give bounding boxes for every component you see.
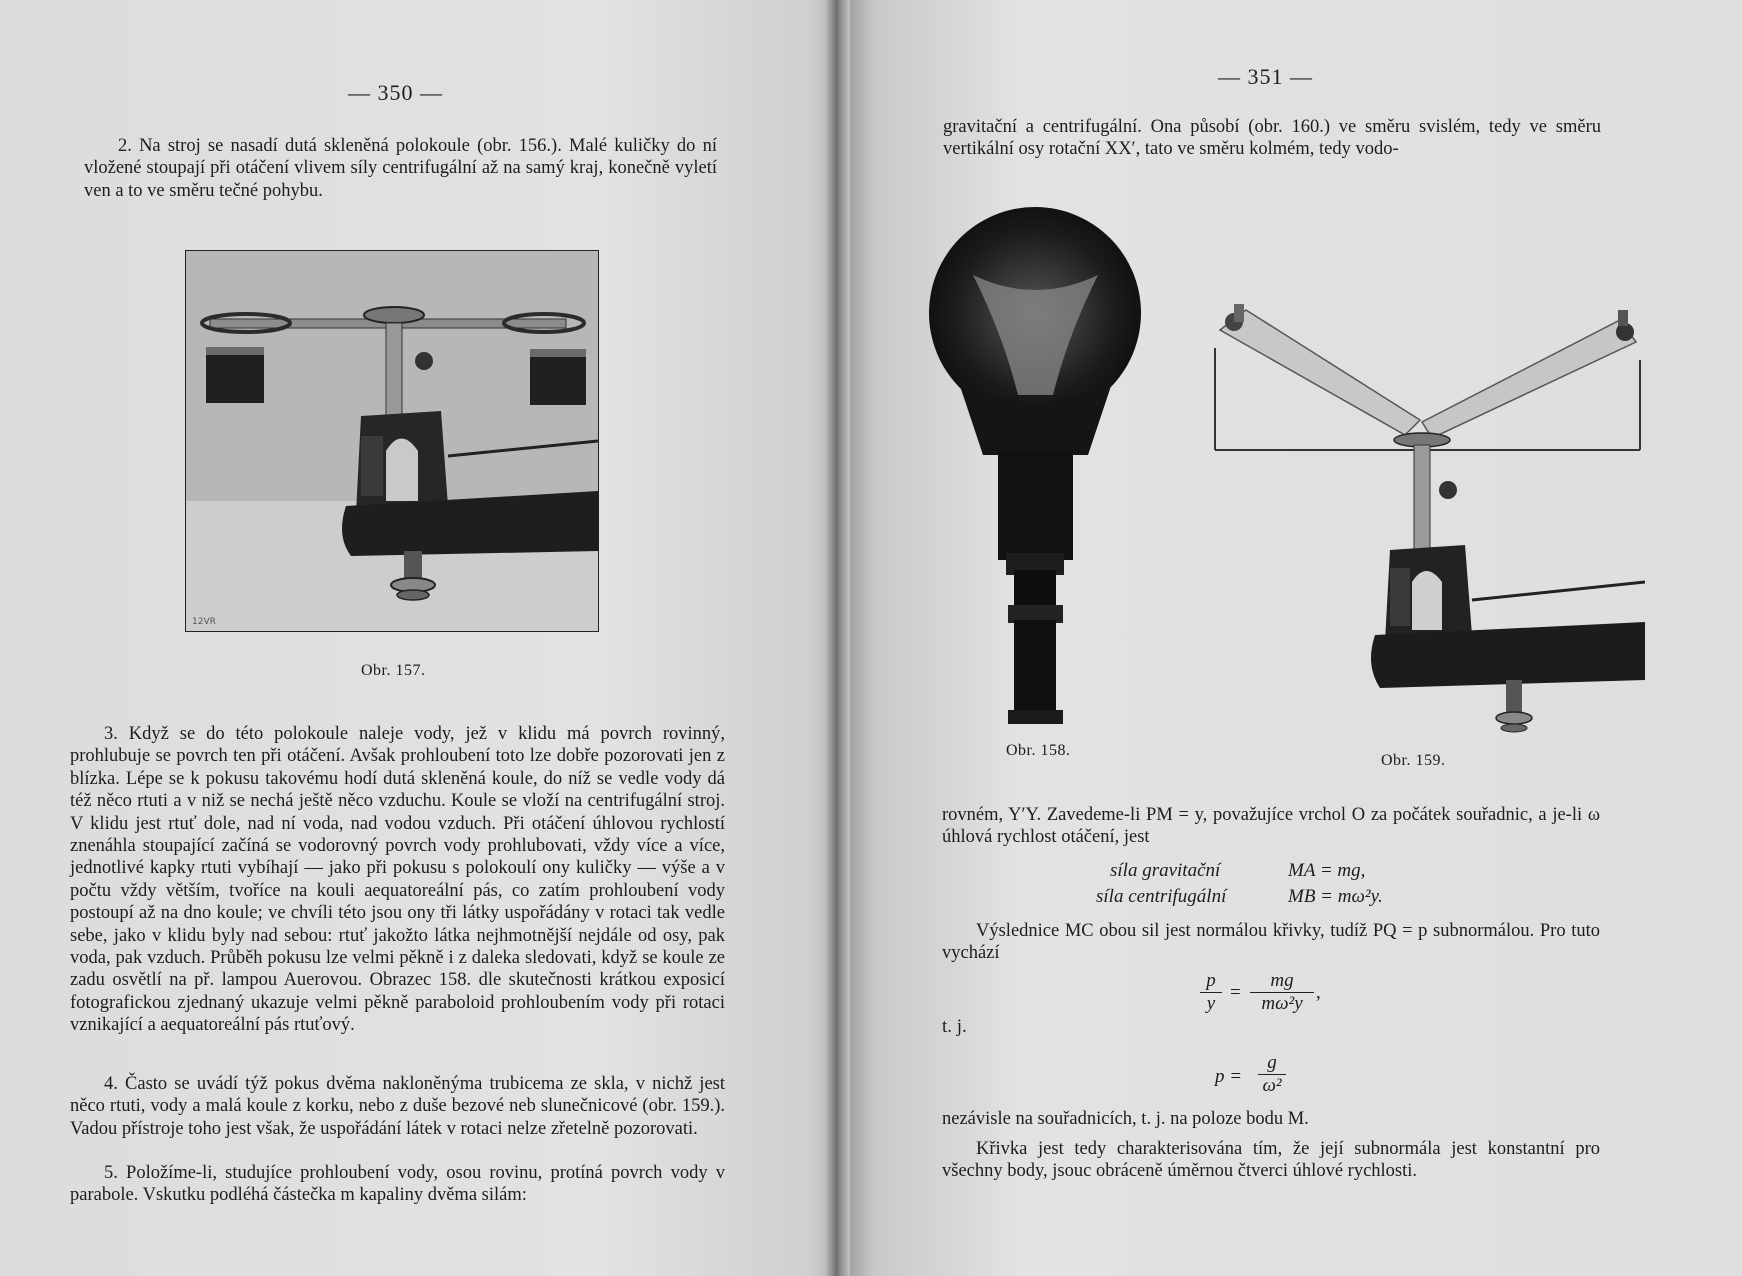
figure-157-photo — [185, 250, 599, 632]
rotating-glass-sphere-illustration — [928, 195, 1143, 730]
page-number-right: — 351 — — [1218, 64, 1313, 89]
paragraph-continuation: gravitační a centrifugální. Ona působí (obr. 160.) ve směru svislém, tedy ve směru vertikální osy rotační XX′, tato ve směru kolmém, tedy vodo- — [943, 117, 1601, 160]
paragraph-4: 4. Často se uvádí týž pokus dvěma nakloněnýma trubicema ze skla, v nichž jest něco rtuti, vody a malá koule z korku, nebo z duše bezové neb slunečnicové (obr. 159.). Vadou přístroje toho jest však, že uspořádání látek v rotaci nelze zřetelně pozorovati. — [70, 1074, 725, 1139]
figure-159-caption: Obr. 159. — [1381, 752, 1446, 769]
equation-gravity-label: síla gravitační — [1110, 860, 1221, 881]
page-number-left: — 350 — — [348, 80, 443, 105]
right-page — [838, 0, 1742, 1276]
book-gutter — [826, 0, 850, 1276]
paragraph-after-figures: rovném, Y′Y. Zavedeme-li PM = y, považujíce vrchol O za počátek souřadnic, a je-li ω úhlová rychlost otáčení, jest — [942, 805, 1600, 848]
fraction-w2-denominator: ω² — [1258, 1074, 1286, 1097]
figure-157-plate-mark: 12VR — [192, 617, 216, 627]
inclined-tubes-apparatus-illustration — [1200, 300, 1645, 740]
equation-gravity-formula: MA = mg, — [1288, 860, 1366, 881]
figure-159-photo — [1200, 300, 1645, 740]
centrifugal-machine-with-cups-illustration — [186, 251, 598, 631]
paragraph-2: 2. Na stroj se nasadí dutá skleněná polokoule (obr. 156.). Malé kuličky do ní vložené stoupají při otáčení vlivem síly centrifugální až na samý kraj, konečně vyletí ven a to ve směru tečné pohybu. — [84, 136, 717, 201]
fraction-g-over-w2 — [1258, 1052, 1286, 1097]
fraction-comma: , — [1316, 982, 1321, 1003]
tj-label: t. j. — [942, 1016, 967, 1037]
fraction-p-over-y-denominator: y — [1200, 992, 1222, 1015]
figure-157-caption: Obr. 157. — [361, 662, 426, 679]
paragraph-curve: Křivka jest tedy charakterisována tím, že její subnormála jest konstantní pro všechny body, jsouc obráceně úměrnou čtverci úhlové rychlosti. — [942, 1139, 1600, 1182]
fraction-mw2y-denominator: mω²y — [1250, 992, 1314, 1015]
fraction-p-over-y-numerator: p — [1206, 970, 1216, 991]
fraction-equals-sign: = — [1230, 982, 1241, 1003]
paragraph-resultant: Výslednice MC obou sil jest normálou křivky, tudíž PQ = p subnormálou. Pro tuto vychází — [942, 921, 1600, 964]
fraction-mg-over-mw2y — [1250, 970, 1314, 1015]
fraction-p-over-y — [1200, 970, 1222, 1015]
equation-centrifugal-formula: MB = mω²y. — [1288, 886, 1383, 907]
left-page — [0, 0, 862, 1276]
paragraph-3: 3. Když se do této polokoule naleje vody, jež v klidu má povrch rovinný, prohlubuje se povrch ten při otáčení. Avšak prohloubení toto lze dobře pozorovati jen z blízka. Lépe se k pokusu takovému hodí dutá skleněná koule, do níž se vedle vody dá též něco rtuti a v niž se nechá ještě něco vzduchu. Koule se vloží na centrifugální stroj. V klidu jest rtuť dole, nad ní voda, nad vodou vzduch. Při otáčení úhlovou rychlostí znenáhla stoupající začíná se vodorovný povrch vody prohlubovati, vždy více a více, jednotlivé kapky rtuti vybíhají — jako při pokusu s polokoulí ony kuličky — výše a v počtu vždy větším, tvoříce na kouli aequatoreální pás, co zatím prohloubení vody postoupí až na dno koule; ve chvíli této jsou ony tři látky uspořádány v rotaci tak vedle sebe, jako v klidu byly nad sebou: rtuť jakožto látka nejhmotnější nejdále od osy, pak voda, pak vzduch. Průběh pokusu lze velmi pěkně i z daleka sledovati, když se koule ze zadu osvětlí na př. lampou Auerovou. Obrazec 158. dle skutečnosti krátkou exposicí fotografickou zjednaný ukazuje velmi pěkně paraboloid prohloubením vody při rotaci vznikající a aequatoreální pás rtuťový. — [70, 724, 725, 1036]
fraction-mg-numerator: mg — [1270, 970, 1294, 991]
figure-158-photo — [928, 195, 1143, 730]
equation-centrifugal-label: síla centrifugální — [1096, 886, 1227, 907]
figure-158-caption: Obr. 158. — [1006, 742, 1071, 759]
paragraph-5: 5. Položíme-li, studujíce prohloubení vody, osou rovinu, protíná povrch vody v parabole. Vskutku podléhá částečka m kapaliny dvěma silám: — [70, 1163, 725, 1206]
fraction-g-numerator: g — [1267, 1052, 1277, 1073]
paragraph-independent: nezávisle na souřadnicích, t. j. na poloze bodu M. — [942, 1109, 1309, 1129]
equation-p-equals: p = — [1215, 1066, 1243, 1087]
